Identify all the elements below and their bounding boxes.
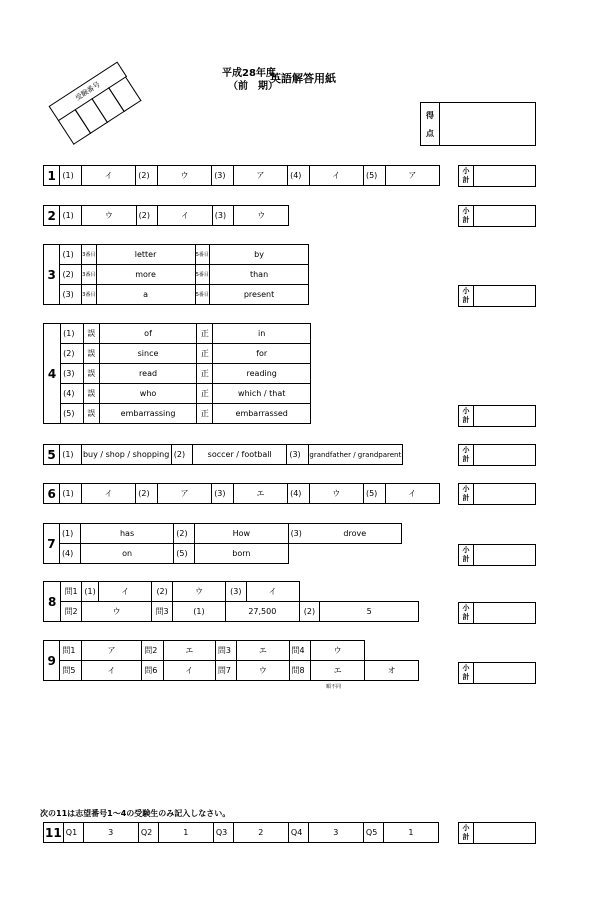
q2-label: (1): [60, 206, 82, 226]
q11-label: Q3: [213, 823, 233, 843]
q6-label: (3): [212, 484, 234, 504]
q1-label: (2): [136, 166, 158, 186]
q9-label: 問1: [60, 641, 81, 661]
q7-answer: has: [80, 524, 173, 544]
q7-label: (4): [59, 544, 80, 564]
q8-label: (3): [226, 582, 247, 602]
subtotal-label: 計: [462, 416, 470, 424]
q4-answer: who: [99, 384, 197, 404]
q6-subtotal: [458, 483, 536, 505]
q9-number: 9: [44, 641, 60, 681]
q4-answer: which / that: [213, 384, 311, 404]
q11-label: Q5: [363, 823, 383, 843]
q7-label: (3): [288, 524, 308, 544]
q7-empty: [288, 544, 401, 564]
q11-label: Q2: [138, 823, 158, 843]
q3-label: (3): [60, 285, 82, 305]
q7-answer: on: [80, 544, 173, 564]
exam-number-box: [49, 62, 144, 147]
q8-answer: ウ: [172, 582, 225, 602]
q11-answer: 2: [233, 823, 288, 843]
q9-label: 問8: [289, 661, 310, 681]
q3-number: 3: [44, 245, 60, 305]
q9-order-note: 順不同: [326, 684, 342, 690]
q1-table: [43, 165, 440, 186]
subtotal-label: 計: [462, 176, 470, 184]
q4-subtotal: [458, 405, 536, 427]
q2-answer: ウ: [82, 206, 137, 226]
q8-answer: 5: [320, 602, 419, 622]
page-title: 英語解答用紙: [270, 72, 336, 85]
q11-answer: 3: [83, 823, 138, 843]
q8-number: 8: [44, 582, 61, 622]
q1-subtotal: [458, 165, 536, 187]
q3-label: (1): [60, 245, 82, 265]
subtotal-label: 小: [462, 287, 470, 295]
q1-label: (3): [212, 166, 234, 186]
q7-table: [43, 523, 402, 564]
q11-answer: 3: [308, 823, 363, 843]
q11-answer: 1: [158, 823, 213, 843]
q4-wrong-label: 誤: [83, 344, 99, 364]
q9-answer: オ: [365, 661, 419, 681]
score-label-bottom: 点: [426, 129, 434, 138]
q3-table: [43, 244, 309, 305]
q4-right-label: 正: [197, 324, 213, 344]
q1-label: (1): [60, 166, 82, 186]
q6-label: (2): [136, 484, 158, 504]
q4-wrong-label: 誤: [83, 404, 99, 424]
q11-number: 11: [44, 823, 64, 843]
q4-label: (4): [61, 384, 84, 404]
q2-answer: ウ: [234, 206, 289, 226]
q11-table: [43, 822, 439, 843]
q4-answer: read: [99, 364, 197, 384]
q1-label: (5): [363, 166, 385, 186]
subtotal-label: 小: [462, 446, 470, 454]
q9-answer: ア: [81, 641, 141, 661]
q3-label: (2): [60, 265, 82, 285]
q4-answer: embarrassing: [99, 404, 197, 424]
q8-label: (1): [81, 582, 98, 602]
q7-answer: How: [195, 524, 288, 544]
q5-table: [43, 444, 403, 465]
q4-wrong-label: 誤: [83, 364, 99, 384]
q9-table: [43, 640, 419, 681]
q9-answer: エ: [311, 661, 365, 681]
q8-answer: イ: [246, 582, 299, 602]
q1-label: (4): [288, 166, 310, 186]
q4-right-label: 正: [197, 344, 213, 364]
q9-answer: ウ: [311, 641, 365, 661]
q1-number: 1: [44, 166, 60, 186]
q8-label: 問1: [61, 582, 82, 602]
score-label-top: 得: [426, 111, 434, 120]
q6-label: (5): [363, 484, 385, 504]
q6-answer: ウ: [309, 484, 363, 504]
q3-pos5: 5番目: [195, 245, 210, 265]
q9-answer: エ: [163, 641, 215, 661]
q2-answer: イ: [158, 206, 213, 226]
q8-answer: ウ: [81, 602, 151, 622]
q5-label: (1): [60, 445, 81, 465]
score-label: [421, 103, 440, 145]
subtotal-label: 計: [462, 833, 470, 841]
q9-label: 問2: [142, 641, 163, 661]
q1-answer: ア: [385, 166, 440, 186]
q4-label: (5): [61, 404, 84, 424]
q9-answer: ウ: [237, 661, 289, 681]
q2-number: 2: [44, 206, 60, 226]
q3-answer: by: [210, 245, 309, 265]
header-term: （前 期）: [228, 81, 278, 92]
q4-label: (2): [61, 344, 84, 364]
q6-answer: ア: [157, 484, 211, 504]
q8-answer: イ: [99, 582, 152, 602]
q11-label: Q4: [288, 823, 308, 843]
q9-answer: イ: [81, 661, 141, 681]
q1-answer: ア: [233, 166, 287, 186]
q9-label: 問7: [215, 661, 236, 681]
q4-wrong-label: 誤: [83, 324, 99, 344]
subtotal-label: 計: [462, 216, 470, 224]
q1-answer: イ: [309, 166, 363, 186]
q2-label: (2): [136, 206, 158, 226]
exam-number-label: 受験番号: [49, 62, 128, 122]
q5-subtotal: [458, 444, 536, 466]
q4-answer: reading: [213, 364, 311, 384]
subtotal-label: 計: [462, 296, 470, 304]
q6-label: (1): [60, 484, 82, 504]
q7-number: 7: [44, 524, 60, 564]
subtotal-label: 小: [462, 604, 470, 612]
q7-label: (2): [174, 524, 195, 544]
subtotal-label: 計: [462, 613, 470, 621]
q3-pos3: 3番目: [82, 245, 97, 265]
q3-pos3: 3番目: [82, 285, 97, 305]
subtotal-label: 計: [462, 494, 470, 502]
q6-answer: イ: [385, 484, 440, 504]
q4-number: 4: [44, 324, 61, 424]
q9-label: 問6: [142, 661, 163, 681]
q7-label: (5): [174, 544, 195, 564]
q7-subtotal: [458, 544, 536, 566]
q8-label: (2): [299, 602, 320, 622]
q6-answer: イ: [81, 484, 135, 504]
q5-number: 5: [44, 445, 60, 465]
q6-number: 6: [44, 484, 60, 504]
q8-label: (1): [193, 607, 205, 616]
q5-label: (3): [287, 445, 308, 465]
q1-answer: ウ: [157, 166, 211, 186]
q8-label: 問3: [152, 602, 173, 622]
q8-label: (2): [152, 582, 173, 602]
q3-answer: letter: [96, 245, 195, 265]
q4-label: (3): [61, 364, 84, 384]
q11-answer: 1: [383, 823, 438, 843]
subtotal-label: 小: [462, 546, 470, 554]
q11-instruction: 次の11は志望番号1〜4の受験生のみ記入しなさい。: [40, 809, 231, 818]
subtotal-label: 小: [462, 664, 470, 672]
q7-label: (1): [59, 524, 80, 544]
q9-empty: [365, 641, 419, 661]
q5-answer: soccer / football: [193, 445, 287, 465]
q4-right-label: 正: [197, 384, 213, 404]
q4-answer: for: [213, 344, 311, 364]
q3-subtotal: [458, 285, 536, 307]
q3-pos5: 5番目: [195, 285, 210, 305]
q5-answer: grandfather / grandparent: [308, 445, 402, 465]
q11-label: Q1: [63, 823, 83, 843]
score-box: [420, 102, 536, 146]
q3-answer: than: [210, 265, 309, 285]
subtotal-label: 計: [462, 455, 470, 463]
q3-answer: more: [96, 265, 195, 285]
q4-table: [43, 323, 311, 424]
q2-table: [43, 205, 289, 226]
subtotal-label: 小: [462, 167, 470, 175]
q6-answer: エ: [233, 484, 287, 504]
q6-label: (4): [288, 484, 310, 504]
q8-table: [43, 581, 419, 622]
q8-sub1-cell: [172, 602, 225, 622]
q3-pos5: 5番目: [195, 265, 210, 285]
q7-answer: born: [195, 544, 288, 564]
q5-label: (2): [171, 445, 192, 465]
subtotal-label: 小: [462, 407, 470, 415]
q4-label: (1): [61, 324, 84, 344]
q4-wrong-label: 誤: [83, 384, 99, 404]
q4-answer: embarrassed: [213, 404, 311, 424]
q2-label: (3): [212, 206, 234, 226]
subtotal-label: 計: [462, 555, 470, 563]
q4-answer: of: [99, 324, 197, 344]
q2-subtotal: [458, 205, 536, 227]
q4-answer: in: [213, 324, 311, 344]
q7-answer: drove: [309, 524, 402, 544]
q9-label: 問3: [215, 641, 236, 661]
q4-right-label: 正: [197, 364, 213, 384]
q9-subtotal: [458, 662, 536, 684]
q8-label: 問2: [61, 602, 82, 622]
q6-table: [43, 483, 440, 504]
subtotal-label: 計: [462, 673, 470, 681]
q9-label: 問5: [60, 661, 81, 681]
q8-answer: 27,500: [226, 602, 300, 622]
subtotal-label: 小: [462, 485, 470, 493]
q8-empty: [299, 582, 418, 602]
q9-answer: イ: [163, 661, 215, 681]
q3-answer: present: [210, 285, 309, 305]
header-year: 平成28年度: [222, 68, 276, 79]
q9-answer: エ: [237, 641, 289, 661]
q8-subtotal: [458, 602, 536, 624]
q11-subtotal: [458, 822, 536, 844]
q9-label: 問4: [289, 641, 310, 661]
subtotal-label: 小: [462, 824, 470, 832]
q1-answer: イ: [81, 166, 135, 186]
q3-answer: a: [96, 285, 195, 305]
subtotal-label: 小: [462, 207, 470, 215]
q4-right-label: 正: [197, 404, 213, 424]
q3-pos3: 3番目: [82, 265, 97, 285]
q4-answer: since: [99, 344, 197, 364]
q5-answer: buy / shop / shopping: [81, 445, 171, 465]
